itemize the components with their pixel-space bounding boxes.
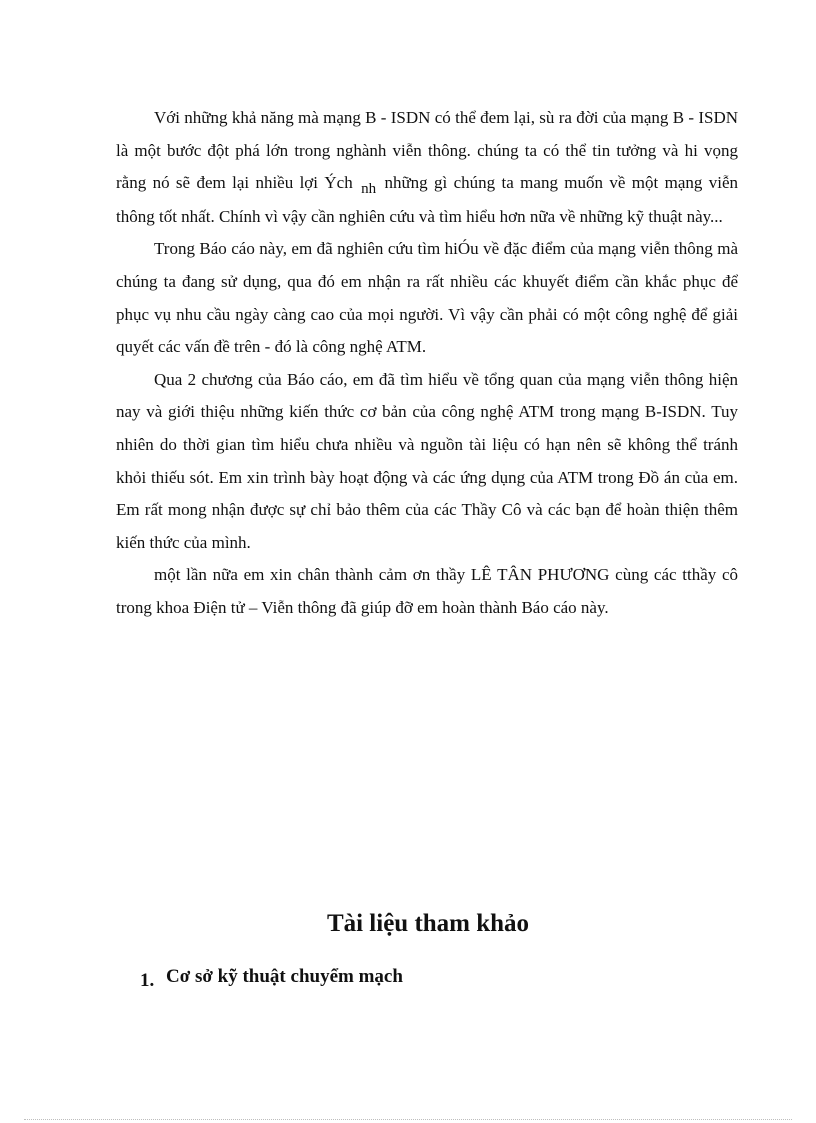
- reference-title: Cơ sở kỹ thuật chuyểm mạch: [166, 966, 403, 987]
- references-heading: Tài liệu tham khảo: [326, 910, 530, 937]
- paragraph-conclusion-4: một lần nữa em xin chân thành cảm ơn thầy LÊ TÂN PHƯƠNG cùng các tthầy cô trong khoa Điện tử – Viễn thông đã giúp đỡ em hoàn thành Báo cáo này.: [116, 565, 738, 617]
- body-text: [116, 102, 738, 625]
- page-bottom-divider: [24, 1119, 792, 1120]
- paragraph-1-text-start: Với những khả năng mà mạng B - ISDN có thể đem lại, sù ra đời của mạng B - ISDN là một bước đột phá lớn trong nghành viễn thông. chúng ta có thể tin tưởng và hi vọng rằng nó sẽ đem lại nhiều lợi Ých: [116, 108, 738, 193]
- reference-item: [140, 966, 403, 991]
- paragraph-1-text-end: những gì chúng ta mang muốn về một mạng viễn thông tốt nhất. Chính vì vậy cần nghiên cứu và tìm hiểu hơn nữa về những kỹ thuật này...: [116, 173, 739, 226]
- paragraph-conclusion-1: [116, 102, 738, 233]
- paragraph-conclusion-3: Qua 2 chương của Báo cáo, em đã tìm hiểu về tổng quan của mạng viễn thông hiện nay và giới thiệu những kiến thức cơ bản của công nghệ ATM trong mạng B-ISDN. Tuy nhiên do thời gian tìm hiểu chưa nhiều và nguồn tài liệu có hạn nên sẽ không thể tránh khỏi thiếu sót. Em xin trình bày hoạt động và các ứng dụng của ATM trong Đồ án của em. Em rất mong nhận được sự chỉ bảo thêm của các Thầy Cô và các bạn để hoàn thiện thêm kiến thức của mình.: [116, 369, 738, 552]
- paragraph-1-subscript: nh: [361, 181, 377, 198]
- paragraph-conclusion-2: Trong Báo cáo này, em đã nghiên cứu tìm hiÓu về đặc điểm của mạng viễn thông mà chúng ta đang sử dụng, qua đó em nhận ra rất nhiều các khuyết điểm cần khắc phục để phục vụ nhu cầu ngày càng cao của mọi người. Vì vậy cần phải có một công nghệ để giải quyết các vấn đề trên - đó là công nghệ ATM.: [116, 239, 738, 357]
- reference-number: 1.: [140, 970, 155, 991]
